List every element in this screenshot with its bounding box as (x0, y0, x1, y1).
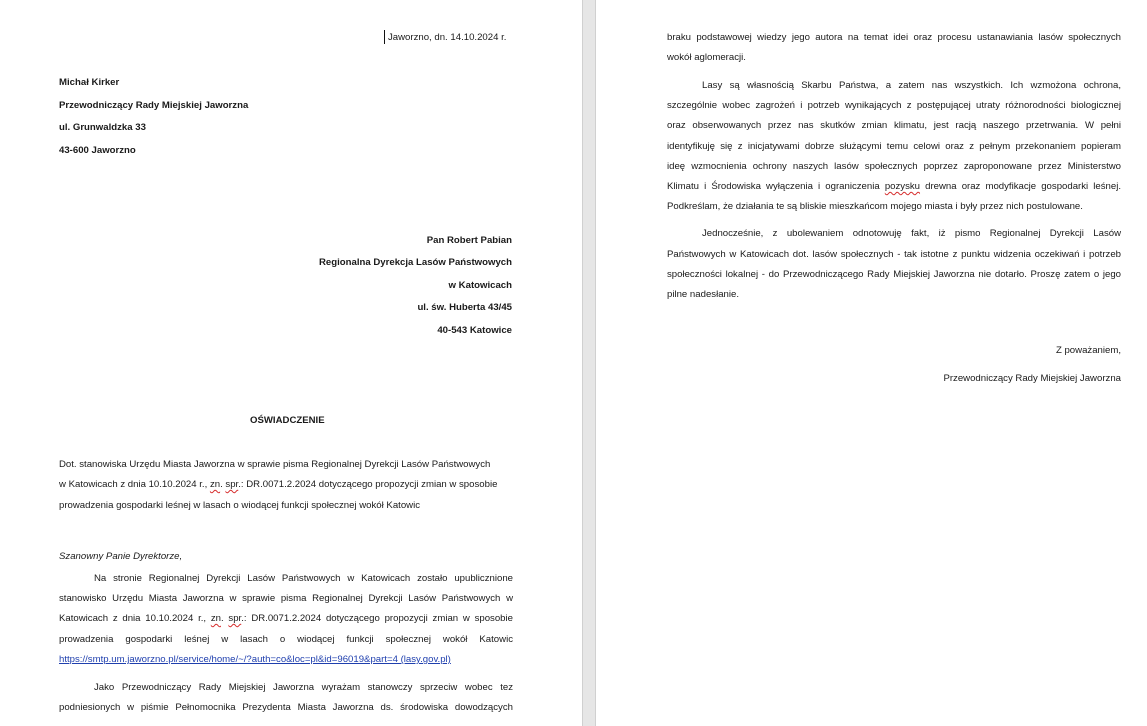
para3-line-3: oraz obserwowanych przez nas skutków zmian klimatu, jest racją naszego przetrwania. W pełni (667, 120, 1121, 131)
document-page-right (596, 0, 1147, 726)
recipient-org: Regionalna Dyrekcja Lasów Państwowych (318, 257, 512, 268)
recipient-city-line: w Katowicach (448, 280, 512, 291)
para1-line-3: Katowicach z dnia 10.10.2024 r., zn. spr.: DR.0071.2.2024 dotyczącego propozycji zmian w sposobie (59, 613, 513, 624)
text-cursor (384, 30, 385, 44)
recipient-postal: 40-543 Katowice (437, 325, 512, 336)
subject-line-3: prowadzenia gospodarki leśnej w lasach o wiodącej funkcji społecznej wokół Katowic (59, 500, 421, 511)
cont-line-1: braku podstawowej wiedzy jego autora na temat idei oraz procesu ustanawiania lasów społecznych (667, 32, 1121, 43)
recipient-name: Pan Robert Pabian (426, 235, 512, 246)
recipient-street: ul. św. Huberta 43/45 (417, 302, 512, 313)
para4-line-1: Jednocześnie, z ubolewaniem odnotowuję fakt, iż pismo Regionalnej Dyrekcji Lasów (702, 228, 1121, 239)
document-heading: OŚWIADCZENIE (250, 415, 325, 426)
para3-line-2: szczególnie wobec zagrożeń i potrzeb wynikających z postępującej utraty różnorodności biologicznej (667, 100, 1121, 111)
page-gap (582, 0, 596, 726)
para3-line-1: Lasy są własnością Skarbu Państwa, a zatem nas wszystkich. Ich wzmożona ochrona, (702, 80, 1121, 91)
date-line: Jaworzno, dn. 14.10.2024 r. (388, 32, 507, 43)
sender-city: 43-600 Jaworzno (59, 145, 136, 156)
para3-line-7: Podkreślam, że działania te są bliskie mieszkańcom mojego miasta i były przez nich postulowane. (667, 201, 1083, 212)
subject-line-2: w Katowicach z dnia 10.10.2024 r., zn. spr.: DR.0071.2.2024 dotyczącego propozycji zmian w sposobie (59, 479, 498, 490)
para1-line-1: Na stronie Regionalnej Dyrekcji Lasów Państwowych w Katowicach zostało upublicznione (94, 573, 513, 584)
spelling-error[interactable]: spr (228, 613, 242, 624)
greeting: Szanowny Panie Dyrektorze, (59, 551, 183, 562)
spelling-error[interactable]: pozysku (884, 181, 921, 192)
sender-name: Michał Kirker (59, 77, 120, 88)
closing: Z poważaniem, (1055, 345, 1121, 356)
para4-line-3: społeczności lokalnej - do Przewodniczącego Rady Miejskiej Jaworzna nie dotarło. Proszę zatem o jego (667, 269, 1121, 280)
para2-line-1: Jako Przewodniczący Rady Miejskiej Jaworzna wyrażam stanowczy sprzeciw wobec tez (94, 682, 513, 693)
para1-line-2: stanowisko Urzędu Miasta Jaworzna w sprawie pisma Regionalnej Dyrekcji Lasów Państwowych w (59, 593, 513, 604)
para1-line-4: prowadzenia gospodarki leśnej w lasach o wiodącej funkcji społecznej wokół Katowic (59, 634, 513, 645)
sender-title: Przewodniczący Rady Miejskiej Jaworzna (59, 100, 249, 111)
signature-title: Przewodniczący Rady Miejskiej Jaworzna (943, 373, 1121, 384)
para4-line-4: pilne nadesłanie. (667, 289, 740, 300)
para3-line-4: identyfikuję się z inicjatywami dobrze służącymi temu celowi oraz z pełnym przekonaniem popieram (667, 141, 1121, 152)
para3-line-6: Klimatu i Środowiska wyłączenia i ograniczenia pozysku drewna oraz modyfikacje gospodarki leśnej. (667, 181, 1121, 192)
spelling-error[interactable]: zn (210, 613, 221, 624)
para4-line-2: Państwowych w Katowicach dot. lasów społecznych - tak istotne z punktu widzenia oczekiwań i potrzeb (667, 249, 1121, 260)
para3-line-5: ideę wzmocnienia ochrony naszych lasów społecznych poprzez zaproponowane przez Ministerstwo (667, 161, 1121, 172)
spelling-error[interactable]: zn (209, 479, 221, 490)
sender-street: ul. Grunwaldzka 33 (59, 122, 146, 133)
cont-line-2: wokół aglomeracji. (667, 52, 746, 63)
source-link[interactable]: https://smtp.um.jaworzno.pl/service/home/~/?auth=co&loc=pl&id=96019&part=4 (lasy.gov.pl) (59, 654, 451, 665)
spelling-error[interactable]: spr (225, 479, 239, 490)
subject-line-1: Dot. stanowiska Urzędu Miasta Jaworzna w sprawie pisma Regionalnej Dyrekcji Lasów Państwowych (59, 459, 491, 470)
para2-line-2: podniesionych w piśmie Pełnomocnika Prezydenta Miasta Jaworzna ds. środowiska dowodzących (59, 702, 513, 713)
